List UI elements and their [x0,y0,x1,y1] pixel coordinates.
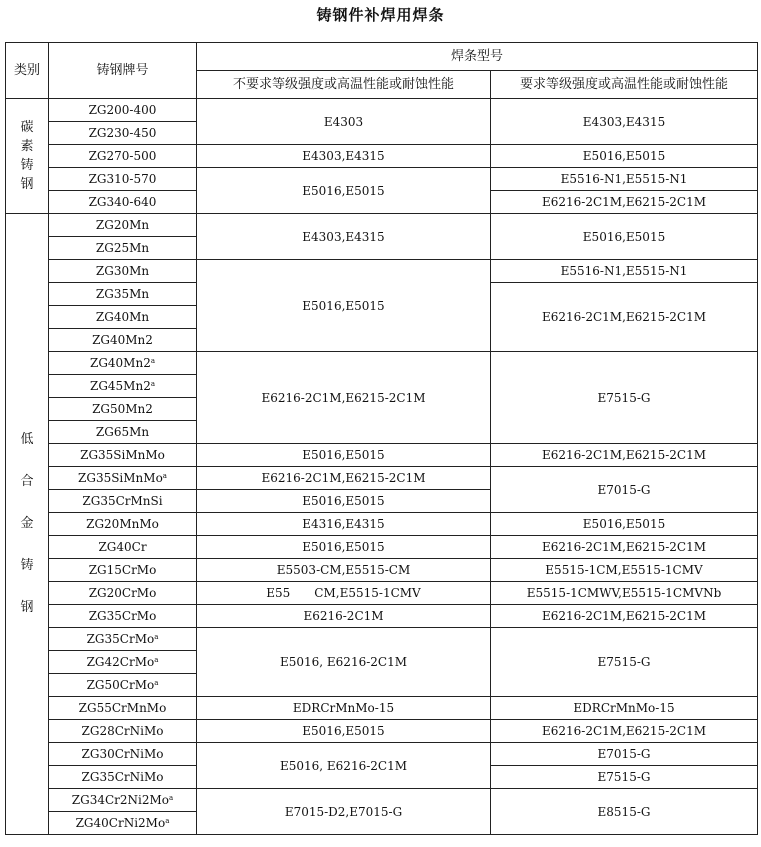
grade-cell: ZG35CrNiMo [49,766,197,789]
grade-cell: ZG40CrNi2Mo$^a$ [49,812,197,835]
electrode-req: E5016,E5015 [491,214,758,260]
category-carbon-steel: 碳 素 铸 钢 [6,99,49,214]
electrode-req: E6216-2C1M,E6215-2C1M [491,191,758,214]
electrode-no-req: E4316,E4315 [197,513,491,536]
grade-cell: ZG230-450 [49,122,197,145]
electrode-req: E5516-N1,E5515-N1 [491,260,758,283]
electrode-req: E6216-2C1M,E6215-2C1M [491,720,758,743]
footnote-mark: a [165,817,170,825]
electrode-no-req: E6216-2C1M,E6215-2C1M [197,467,491,490]
electrode-no-req: E5503-CM,E5515-CM [197,559,491,582]
electrode-req: E7515-G [491,628,758,697]
electrode-no-req: E4303,E4315 [197,145,491,168]
electrode-no-req: E5016,E5015 [197,720,491,743]
electrode-req: E4303,E4315 [491,99,758,145]
grade-cell: ZG50CrMo$^a$ [49,674,197,697]
electrode-no-req: EDRCrMnMo-15 [197,697,491,720]
footnote-mark: a [150,357,156,365]
grade-cell: ZG40Mn2 [49,329,197,352]
grade-cell: ZG20Mn [49,214,197,237]
header-grade: 铸钢牌号 [49,43,197,99]
grade-cell: ZG35Mn [49,283,197,306]
electrode-no-req: E5016,E5015 [197,536,491,559]
electrode-no-req: E5016,E5015 [197,444,491,467]
grade-cell: ZG30CrNiMo [49,743,197,766]
electrode-req: E7015-G [491,743,758,766]
page-title: 铸钢件补焊用焊条 [316,6,445,24]
grade-cell: ZG35SiMnMo$^a$ [49,467,197,490]
grade-cell: ZG30Mn [49,260,197,283]
electrode-no-req: E6216-2C1M,E6215-2C1M [197,352,491,444]
electrode-no-req: E7015-D2,E7015-G [197,789,491,835]
electrode-req: E5016,E5015 [491,513,758,536]
electrode-req: E7015-G [491,467,758,513]
electrode-req: E6216-2C1M,E6215-2C1M [491,444,758,467]
grade-cell: ZG35SiMnMo [49,444,197,467]
electrode-req: E5516-N1,E5515-N1 [491,168,758,191]
electrode-req: E6216-2C1M,E6215-2C1M [491,605,758,628]
category-low-alloy-steel: 低 合 金 铸 钢 [6,214,49,835]
grade-cell: ZG40Cr [49,536,197,559]
electrode-req: E6216-2C1M,E6215-2C1M [491,283,758,352]
grade-cell: ZG34Cr2Ni2Mo$^a$ [49,789,197,812]
electrode-req: E5016,E5015 [491,145,758,168]
electrode-no-req: E4303,E4315 [197,214,491,260]
electrode-req: E7515-G [491,352,758,444]
electrode-req: E8515-G [491,789,758,835]
electrode-req: E7515-G [491,766,758,789]
grade-cell: ZG65Mn [49,421,197,444]
footnote-mark: a [154,656,159,664]
grade-cell: ZG50Mn2 [49,398,197,421]
grade-cell: ZG340-640 [49,191,197,214]
grade-cell: ZG20CrMo [49,582,197,605]
electrode-req: E5515-1CM,E5515-1CMV [491,559,758,582]
header-electrode-type: 焊条型号 [197,43,758,71]
grade-cell: ZG310-570 [49,168,197,191]
footnote-mark: a [169,794,174,802]
electrode-req: EDRCrMnMo-15 [491,697,758,720]
electrode-no-req: E55 CM,E5515-1CMV [197,582,491,605]
footnote-mark: a [162,472,167,480]
header-no-requirement: 不要求等级强度或高温性能或耐蚀性能 [197,71,491,99]
header-category: 类别 [6,43,49,99]
grade-cell: ZG200-400 [49,99,197,122]
electrode-table [5,42,758,835]
electrode-no-req: E5016,E5015 [197,260,491,352]
footnote-mark: a [154,679,159,687]
footnote-mark: a [154,633,159,641]
grade-cell: ZG45Mn2$^a$ [49,375,197,398]
grade-cell: ZG40Mn2$^a$ [49,352,197,375]
grade-cell: ZG25Mn [49,237,197,260]
grade-cell: ZG28CrNiMo [49,720,197,743]
grade-cell: ZG35CrMnSi [49,490,197,513]
electrode-no-req: E6216-2C1M [197,605,491,628]
grade-cell: ZG270-500 [49,145,197,168]
grade-cell: ZG20MnMo [49,513,197,536]
electrode-no-req: E5016, E6216-2C1M [197,743,491,789]
electrode-req: E6216-2C1M,E6215-2C1M [491,536,758,559]
header-requirement: 要求等级强度或高温性能或耐蚀性能 [491,71,758,99]
grade-cell: ZG40Mn [49,306,197,329]
electrode-no-req: E5016, E6216-2C1M [197,628,491,697]
grade-cell: ZG15CrMo [49,559,197,582]
electrode-req: E5515-1CMWV,E5515-1CMVNb [491,582,758,605]
grade-cell: ZG35CrMo$^a$ [49,628,197,651]
grade-cell: ZG42CrMo$^a$ [49,651,197,674]
electrode-no-req: E5016,E5015 [197,168,491,214]
electrode-no-req: E4303 [197,99,491,145]
electrode-no-req: E5016,E5015 [197,490,491,513]
grade-cell: ZG55CrMnMo [49,697,197,720]
grade-cell: ZG35CrMo [49,605,197,628]
footnote-mark: a [150,380,156,388]
